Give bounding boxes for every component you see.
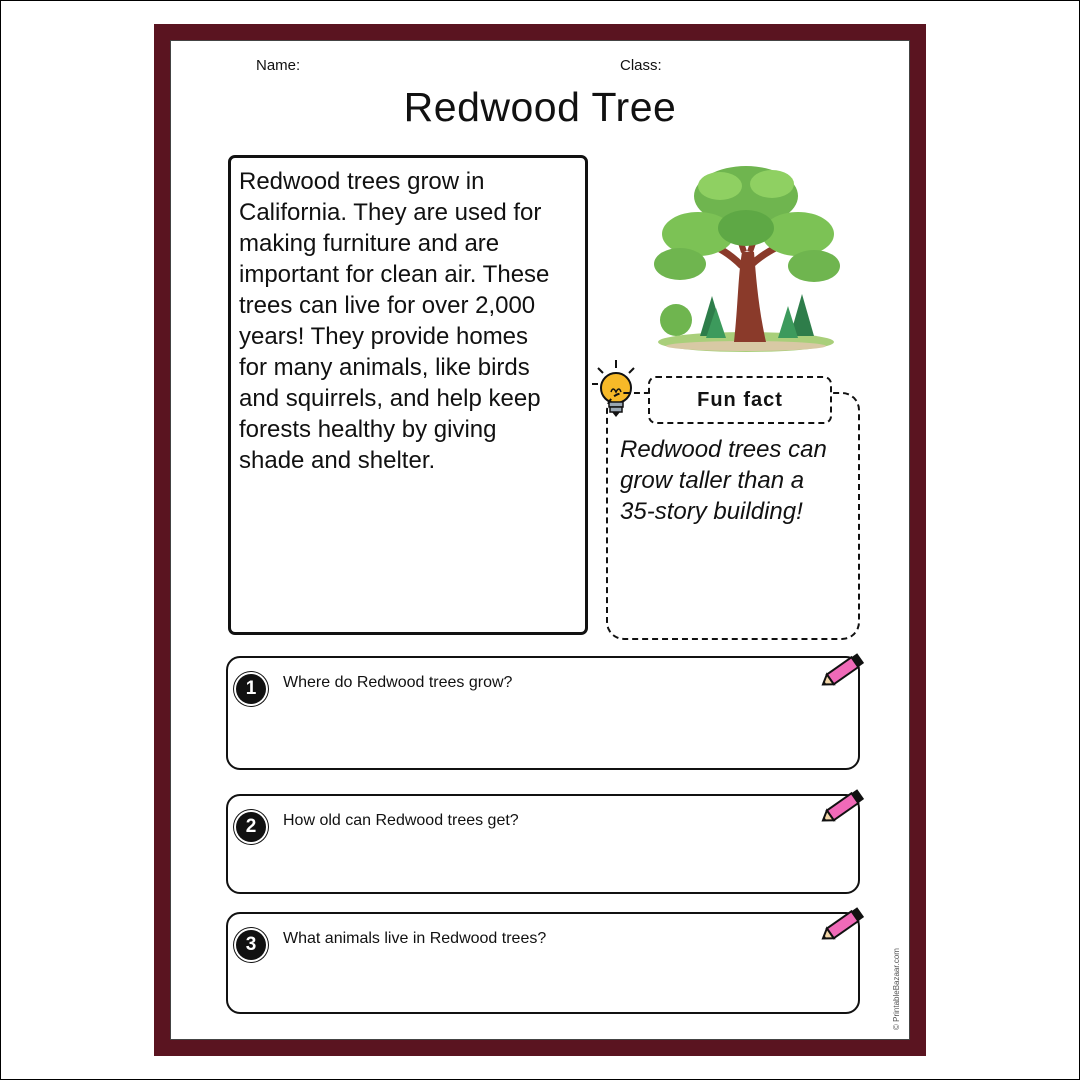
reading-passage: [228, 155, 588, 635]
class-label: Class:: [620, 57, 662, 74]
passage-text: Redwood trees grow in California. They are used for making furniture and are important for clean air. These trees can live for over 2,000 years! They provide homes for many animals, like birds and squirrels, and help keep forests healthy by giving shade and shelter.: [239, 168, 550, 474]
name-label: Name:: [256, 57, 301, 74]
question-number-badge: 1: [236, 674, 266, 704]
question-text: How old can Redwood trees get?: [283, 812, 519, 829]
question-box-2[interactable]: [226, 794, 860, 894]
question-box-1[interactable]: [226, 656, 860, 770]
pencil-icon: [818, 902, 870, 948]
fun-fact-text: Redwood trees can grow taller than a 35-story building!: [620, 436, 827, 525]
question-number-badge: 3: [236, 930, 266, 960]
question-text: Where do Redwood trees grow?: [283, 674, 513, 691]
page-title: Redwood Tree: [403, 84, 677, 130]
question-number-badge: 2: [236, 812, 266, 842]
pencil-icon: [818, 648, 870, 694]
worksheet-page: [170, 40, 910, 1040]
fun-fact-heading: Fun fact: [648, 376, 832, 424]
pencil-icon: [818, 784, 870, 830]
redwood-tree-illustration: [650, 156, 842, 356]
fun-fact-box: [606, 392, 860, 640]
question-text: What animals live in Redwood trees?: [283, 930, 547, 947]
watermark: © PrintableBazaar.com: [892, 948, 901, 1030]
question-box-3[interactable]: [226, 912, 860, 1014]
